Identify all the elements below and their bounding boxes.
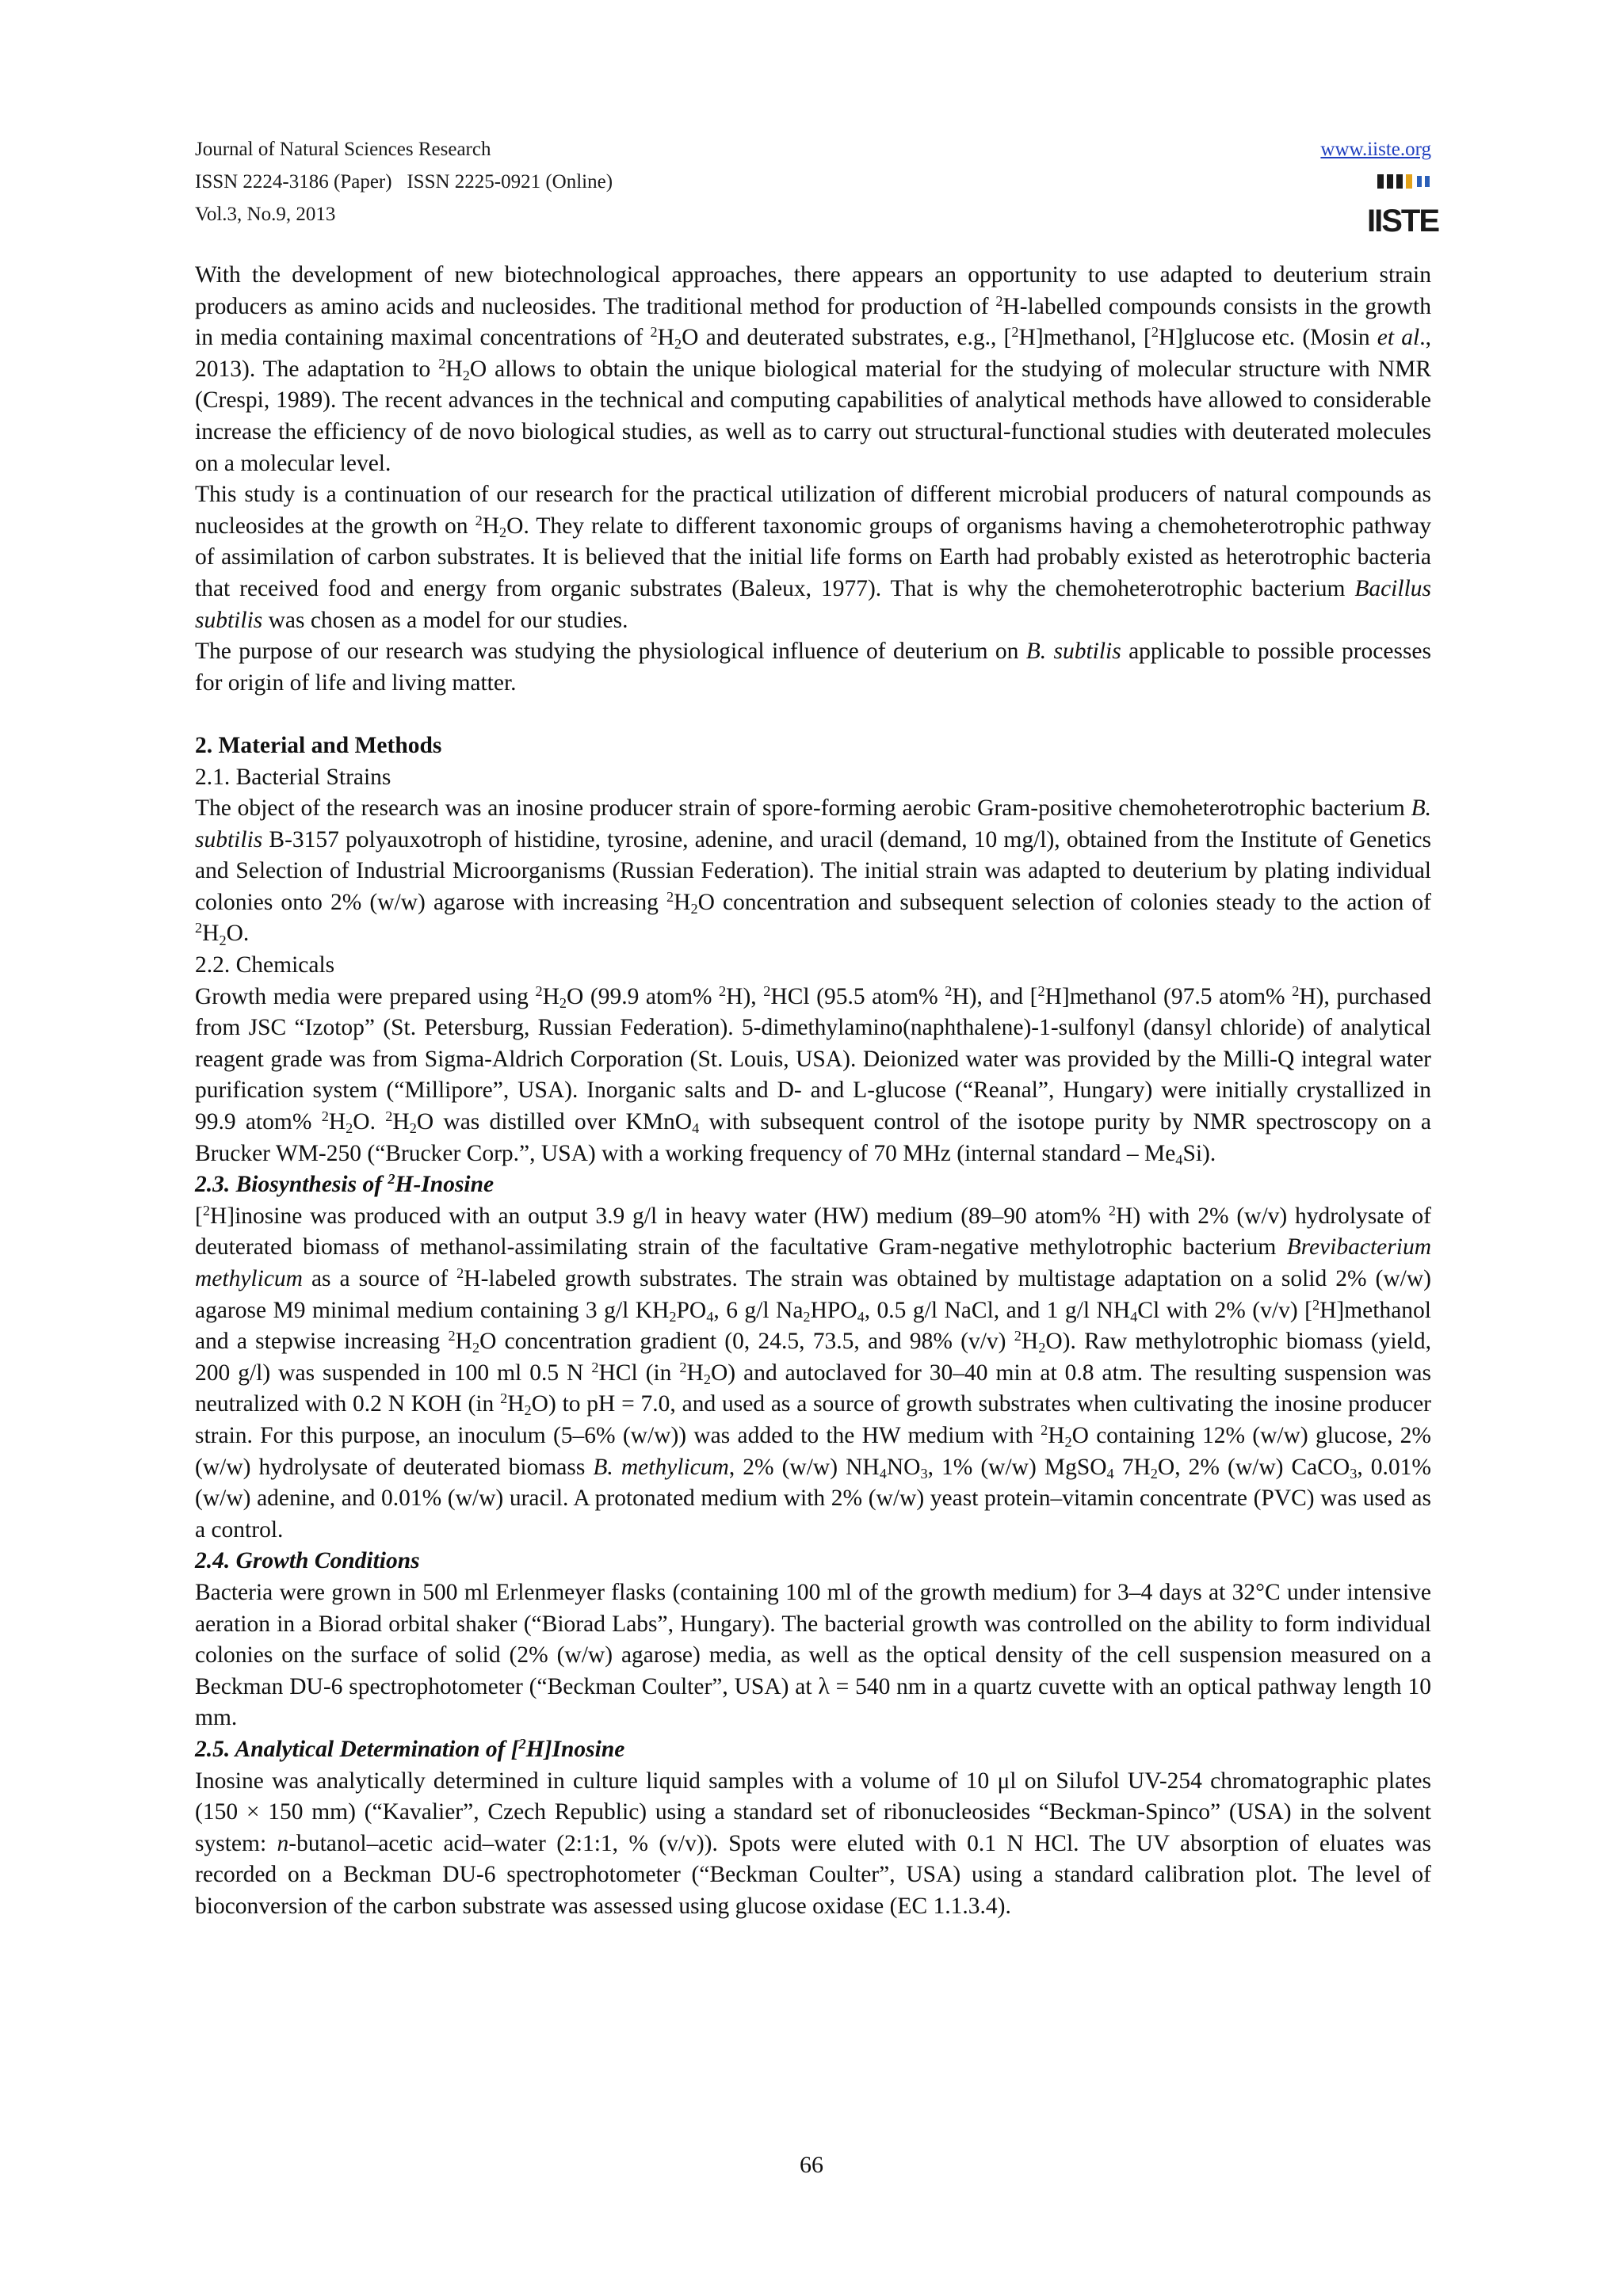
text-run: 2 [475, 512, 483, 528]
intro-section [195, 260, 1431, 699]
text-run: H [328, 1109, 346, 1135]
text-run: -butanol–acetic acid–water (2:1:1, % (v/v)). Spots were eluted with 0.1 N HCl. The UV absorption of eluates was recorded on a Beckman DU-6 spectrophotometer (“Beckman Coulter”, USA) using a standard calibration plot. The level of bioconversion of the carbon substrate was assessed using glucose oxidase (EC 1.1.3.4). [195, 1830, 1431, 1919]
text-run: 2 [1041, 1421, 1048, 1438]
text-run: H [482, 513, 500, 539]
website-link[interactable]: www.iiste.org [1320, 139, 1431, 160]
text-run: O was distilled over KMnO [416, 1109, 693, 1135]
text-run: , 1% (w/w) MgSO [927, 1454, 1107, 1480]
text-run: Cl with 2% (v/v) [ [1137, 1297, 1312, 1323]
text-run: 2 [1108, 1202, 1117, 1219]
text-run: 2 [1038, 1340, 1046, 1356]
text-run: 2 [499, 524, 507, 540]
text-run: 4 [692, 1120, 700, 1137]
text-run: 2 [518, 1735, 526, 1752]
subsection-heading [195, 950, 1431, 982]
text-run: 2 [1064, 1434, 1072, 1451]
text-run: HCl (in [598, 1360, 680, 1386]
text-run: 2 [448, 1328, 456, 1344]
text-run: H]Inosine [525, 1736, 625, 1762]
text-run: 4 [1130, 1308, 1138, 1325]
text-run: H [657, 325, 674, 351]
text-run: H]glucose etc. (Mosin [1158, 325, 1377, 351]
text-run: 2 [666, 888, 674, 905]
text-run: 3 [1350, 1465, 1358, 1482]
text-run: This study is a continuation of our research for the practical utilization of different microbial producers of natural compounds as nucleosides at the growth on [195, 482, 1431, 539]
text-run: H-labeled growth substrates. The strain was obtained by multistage adaptation on a solid 2% (w/w) agarose M9 minimal medium containing 3 g/l KH [195, 1266, 1431, 1323]
text-run: 2 [669, 1308, 677, 1325]
text-run: 2 [763, 982, 771, 999]
text-run: Brevibacterium methylicum [195, 1234, 1431, 1291]
text-run: H [202, 921, 220, 947]
text-run: 4 [857, 1308, 865, 1325]
text-run: H [674, 889, 691, 915]
text-run: 2 [559, 994, 567, 1011]
text-run: With the development of new biotechnological approaches, there appears an opportunity to use adapted to deuterium strain producers as amino acids and nucleosides. The traditional method for production of [195, 262, 1431, 319]
text-run: 2 [803, 1308, 811, 1325]
paragraph [195, 1201, 1431, 1547]
text-run: 2 [462, 367, 470, 383]
text-run: 2 [690, 900, 698, 917]
text-run: as a source of [302, 1266, 457, 1291]
text-run: The purpose of our research was studying the physiological influence of deuterium on [195, 639, 1026, 665]
text-run: Bacteria were grown in 500 ml Erlenmeyer flasks (containing 100 ml of the growth medium) for 3–4 days at 32°C under intensive aeration in a Biorad orbital shaker (“Biorad Labs”, Hungary). The bacterial growth was controlled on the ability to form individual colonies on the surface of solid (2% (w/w) agarose) media, as well as the optical density of the cell suspension measured on a Beckman DU-6 spectrophotometer (“Beckman Coulter”, USA) at λ = 540 nm in a quartz cuvette with an optical pathway length 10 mm. [195, 1579, 1431, 1731]
text-run: 2 [995, 292, 1003, 309]
text-run: 2 [1014, 1328, 1022, 1344]
text-run: O. [353, 1109, 386, 1135]
text-run: O. They relate to different taxonomic groups of organisms having a chemoheterotrophic pathway of assimilation of carbon substrates. It is believed that the initial life forms on Earth had probably existed as heterotrophic bacteria that received food and energy from organic substrates (Baleux, 1977). That is why the chemoheterotrophic bacterium [195, 513, 1431, 601]
text-run: 2 [650, 324, 658, 341]
text-run: H), and [ [952, 983, 1038, 1009]
text-run: 2 [202, 1202, 210, 1219]
text-run: 2 [1292, 982, 1300, 999]
text-run: O and deuterated substrates, e.g., [ [682, 325, 1012, 351]
text-run: Inosine was analytically determined in culture liquid samples with a volume of 10 μl on Silufol UV-254 chromatographic plates (150 × 150 mm) (“Kavalier”, Czech Republic) using a standard set of ribonucleosides “Beckman-Spinco” (USA) in the solvent system: [195, 1768, 1431, 1856]
text-run: The object of the research was an inosine producer strain of spore-forming aerobic Gram-positive chemoheterotrophic bacterium [195, 795, 1411, 822]
text-run: 2 [385, 1108, 393, 1124]
text-run: 2 [438, 355, 446, 372]
text-run: H [1048, 1422, 1065, 1448]
text-run: 2 [195, 920, 203, 936]
text-run: H]methanol, [ [1018, 325, 1151, 351]
section-gap [195, 699, 1431, 730]
journal-name: Journal of Natural Sciences Research [195, 139, 491, 160]
text-run: 2 [346, 1120, 353, 1137]
paragraph [195, 1766, 1431, 1923]
paragraph [195, 1577, 1431, 1734]
text-run: H [507, 1391, 525, 1417]
text-run: 3 [920, 1465, 928, 1482]
text-run: B. subtilis [1025, 639, 1121, 665]
text-run: H), [726, 983, 764, 1009]
text-run: O containing 12% (w/w) glucose, 2% (w/w) hydrolysate of deuterated biomass [195, 1422, 1431, 1480]
subsection-heading [195, 1169, 1431, 1201]
text-run: B. subtilis [195, 795, 1431, 852]
text-run: 2.4. Growth Conditions [195, 1548, 420, 1574]
text-run: , 2% (w/w) NH [728, 1454, 880, 1480]
text-run: NO [886, 1454, 921, 1480]
text-run: 2. Material and Methods [195, 732, 442, 758]
text-run: applicable to possible processes for origin of life and living matter. [195, 639, 1431, 696]
text-run: 2 [1312, 1296, 1320, 1313]
text-run: , 6 g/l Na [713, 1297, 804, 1323]
text-run: 2 [388, 1171, 395, 1188]
text-run: with subsequent control of the isotope purity by NMR spectroscopy on a Brucker WM-250 (“Brucker Corp.”, USA) with a working frequency of 70 MHz (internal standard – Me [195, 1109, 1431, 1166]
text-run: H [1021, 1329, 1039, 1355]
text-run: H]inosine was produced with an output 3.9 g/l in heavy water (HW) medium (89–90 atom% [209, 1203, 1109, 1229]
subsection-heading [195, 762, 1431, 794]
svg-text:IISTE: IISTE [1366, 204, 1439, 238]
page-header [195, 133, 1439, 238]
text-run: O concentration and subsequent selection of colonies steady to the action of [697, 889, 1431, 915]
text-run: 2 [409, 1120, 417, 1137]
text-run: 2 [591, 1359, 599, 1375]
text-run: et al [1377, 325, 1420, 351]
text-run: 2 [679, 1359, 687, 1375]
text-run: 2 [524, 1402, 532, 1419]
text-run: 2.5. Analytical Determination of [ [195, 1736, 519, 1762]
text-run: O). Raw methylotrophic biomass (yield, 200 g/l) was suspended in 100 ml 0.5 N [195, 1329, 1432, 1386]
text-run: Bacillus subtilis [195, 575, 1431, 633]
text-run: B. methylicum [593, 1454, 729, 1480]
text-run: B-3157 polyauxotroph of histidine, tyrosine, adenine, and uracil (demand, 10 mg/l), obtained from the Institute of Genetics and Selection of Industrial Microorganisms (Russian Federation). The initial strain was adapted to deuterium by plating individual colonies onto 2% (w/w) agarose with increasing [195, 826, 1431, 915]
text-run: PO [676, 1297, 707, 1323]
subsection-heading [195, 1546, 1431, 1577]
text-run: 2 [674, 336, 682, 353]
journal-info [195, 133, 613, 231]
text-run: , 0.01% (w/w) adenine, and 0.01% (w/w) uracil. A protonated medium with 2% (w/w) yeast protein–vitamin concentrate (PVC) was used as a control. [195, 1454, 1432, 1543]
text-run: 2 [472, 1340, 480, 1356]
text-run: H) with 2% (w/v) hydrolysate of deuterated biomass of methanol-assimilating strain of the facultative Gram-negative methylotrophic bacterium [195, 1203, 1431, 1261]
paragraph [195, 479, 1431, 636]
methods-section [195, 730, 1431, 1923]
text-run: 2 [1151, 324, 1159, 341]
page-number: 66 [800, 2152, 823, 2178]
text-run: HCl (95.5 atom% [770, 983, 945, 1009]
text-run: 2.3. Biosynthesis of [195, 1172, 388, 1198]
issn-line: ISSN 2224-3186 (Paper) ISSN 2225-0921 (Online) [195, 171, 613, 193]
text-run: 2 [945, 982, 953, 999]
iiste-logo-icon [1366, 171, 1439, 238]
text-run: H [392, 1109, 410, 1135]
text-run: O, 2% (w/w) CaCO [1157, 1454, 1350, 1480]
text-run: 2.2. Chemicals [195, 952, 335, 978]
text-run: was chosen as a model for our studies. [262, 607, 628, 633]
text-run: 2 [703, 1371, 711, 1387]
text-run: 2.1. Bacterial Strains [195, 764, 391, 790]
text-run: 2 [500, 1390, 508, 1407]
text-run: O allows to obtain the unique biological material for the studying of molecular structure with NMR (Crespi, 1989). The recent advances in the technical and computing capabilities of analytical methods have allowed to considerable increase the efficiency of de novo biological studies, as well as to carry out structural-functional studies with deuterated molecules on a molecular level. [195, 356, 1431, 476]
text-run: 4 [1175, 1151, 1183, 1168]
text-run: 2 [219, 932, 227, 948]
text-run: 7H [1113, 1454, 1151, 1480]
subsection-heading [195, 1734, 1431, 1766]
text-run: Growth media were prepared using [195, 983, 536, 1009]
text-run: 4 [879, 1465, 887, 1482]
text-run: HPO [810, 1297, 857, 1323]
text-run: H [686, 1360, 704, 1386]
text-run: O) to pH = 7.0, and used as a source of growth substrates when cultivating the inosine producer strain. For this purpose, an inoculum (5–6% (w/w)) was added to the HW medium with [195, 1391, 1431, 1448]
text-run: 2 [1037, 982, 1045, 999]
paragraph [195, 793, 1431, 950]
text-run: O (99.9 atom% [567, 983, 720, 1009]
paragraph [195, 260, 1431, 479]
text-run: H [455, 1329, 472, 1355]
text-run: 2 [456, 1264, 464, 1281]
article-body [195, 260, 1431, 1922]
text-run: , 0.5 g/l NaCl, and 1 g/l NH [864, 1297, 1131, 1323]
paragraph [195, 636, 1431, 699]
text-run: 2 [321, 1108, 329, 1124]
text-run: H]methanol and a stepwise increasing [195, 1297, 1431, 1355]
text-run: O concentration gradient (0, 24.5, 73.5, and 98% (v/v) [479, 1329, 1014, 1355]
text-run: H-labelled compounds consists in the growth in media containing maximal concentrations of [195, 293, 1431, 351]
text-run: 4 [706, 1308, 714, 1325]
text-run: 2 [1011, 324, 1019, 341]
text-run: 2 [1150, 1465, 1158, 1482]
text-run: 2 [535, 982, 543, 999]
volume-line: Vol.3, No.9, 2013 [195, 204, 336, 225]
section-heading [195, 730, 1431, 762]
text-run: [ [195, 1203, 203, 1229]
text-run: H-Inosine [395, 1172, 495, 1198]
text-run: n [277, 1830, 289, 1856]
paragraph [195, 982, 1431, 1170]
text-run: O. [226, 921, 250, 947]
text-run: 2 [719, 982, 727, 999]
text-run: 4 [1106, 1465, 1114, 1482]
text-run: H]methanol (97.5 atom% [1044, 983, 1293, 1009]
text-run: H), purchased from JSC “Izotop” (St. Petersburg, Russian Federation). 5-dimethylamino(naphthalene)-1-sulfonyl (dansyl chloride) of analytical reagent grade was from Sigma-Aldrich Corporation (St. Louis, USA). Deionized water was provided by the Milli-Q integral water purification system (“Millipore”, USA). Inorganic salts and D- and L-glucose (“Reanal”, Hungary) were initially crystallized in 99.9 atom% [195, 983, 1431, 1135]
text-run: Si). [1182, 1140, 1216, 1166]
text-run: O) and autoclaved for 30–40 min at 0.8 atm. The resulting suspension was neutralized with 0.2 N KOH (in [195, 1360, 1431, 1417]
text-run: ., 2013). The adaptation to [195, 325, 1431, 382]
text-run: H [445, 356, 463, 382]
text-run: H [542, 983, 559, 1009]
